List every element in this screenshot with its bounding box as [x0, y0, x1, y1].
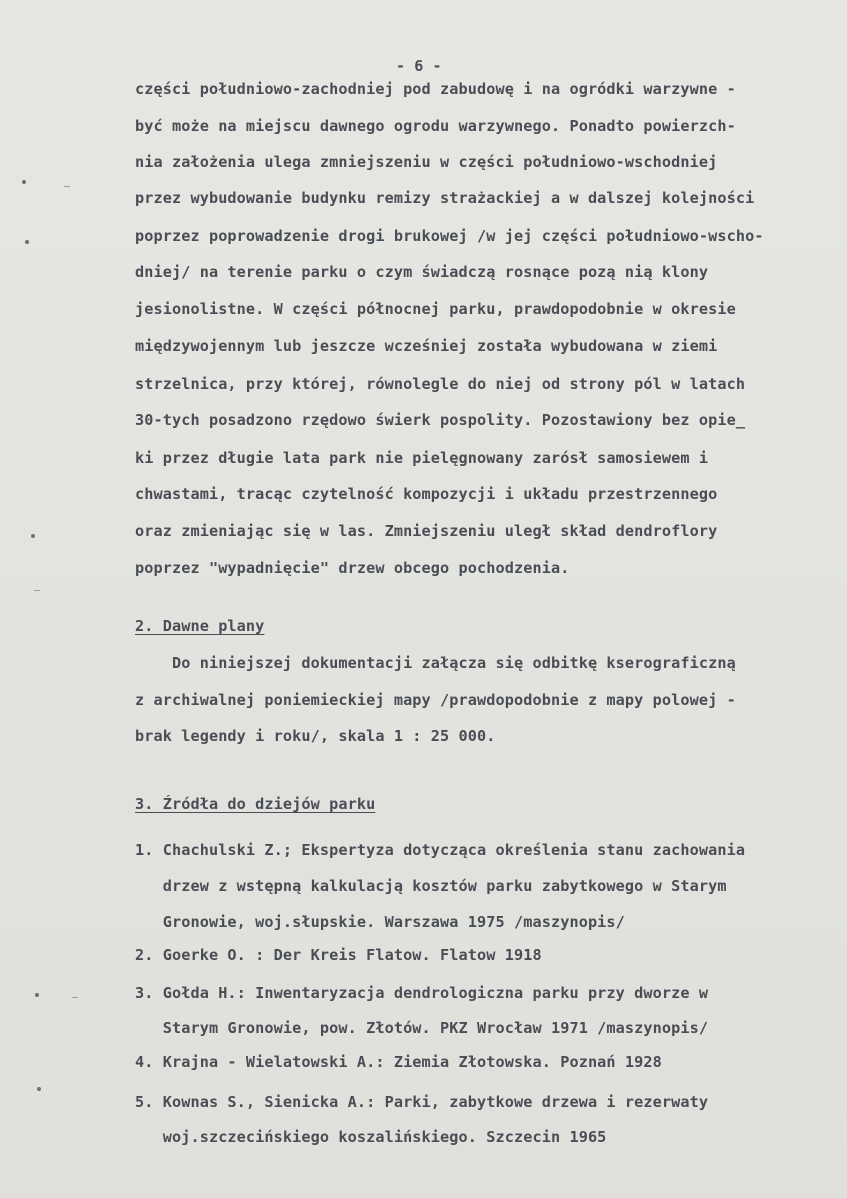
- punch-hole-mark: [22, 180, 26, 184]
- bibliography-entry: 2. Goerke O. : Der Kreis Flatow. Flatow 1918: [135, 946, 542, 964]
- bibliography-entry: woj.szczecińskiego koszalińskiego. Szczecin 1965: [135, 1128, 607, 1146]
- bibliography-entry: 4. Krajna - Wielatowski A.: Ziemia Złotowska. Poznań 1928: [135, 1053, 662, 1071]
- text-line: oraz zmieniając się w las. Zmniejszeniu uległ skład dendroflory: [135, 522, 718, 540]
- text-line: międzywojennym lub jeszcze wcześniej została wybudowana w ziemi: [135, 337, 718, 355]
- bibliography-entry: 3. Gołda H.: Inwentaryzacja dendrologiczna parku przy dworze w: [135, 984, 709, 1002]
- text-line: być może na miejscu dawnego ogrodu warzywnego. Ponadto powierzch-: [135, 117, 736, 135]
- bibliography-entry: drzew z wstępną kalkulacją kosztów parku zabytkowego w Starym: [135, 877, 727, 895]
- margin-tick-mark: [34, 590, 40, 591]
- text-line: strzelnica, przy której, równolegle do niej od strony pól w latach: [135, 375, 746, 393]
- text-line: przez wybudowanie budynku remizy strażackiej a w dalszej kolejności: [135, 189, 755, 207]
- punch-hole-mark: [35, 993, 39, 997]
- text-line: poprzez "wypadnięcie" drzew obcego pochodzenia.: [135, 559, 570, 577]
- section-heading-old-plans: 2. Dawne plany: [135, 617, 265, 635]
- bibliography-entry: 1. Chachulski Z.; Ekspertyza dotycząca określenia stanu zachowania: [135, 841, 746, 859]
- section-heading-sources: 3. Źródła do dziejów parku: [135, 795, 376, 813]
- bibliography-entry: 5. Kownas S., Sienicka A.: Parki, zabytkowe drzewa i rezerwaty: [135, 1093, 709, 1111]
- bibliography-entry: Gronowie, woj.słupskie. Warszawa 1975 /maszynopis/: [135, 913, 625, 931]
- bibliography-entry: Starym Gronowie, pow. Złotów. PKZ Wrocław 1971 /maszynopis/: [135, 1019, 709, 1037]
- text-line: poprzez poprowadzenie drogi brukowej /w jej części południowo-wscho-: [135, 227, 764, 245]
- margin-tick-mark: [64, 186, 70, 187]
- text-line: ki przez długie lata park nie pielęgnowany zarósł samosiewem i: [135, 449, 709, 467]
- margin-tick-mark: [72, 997, 78, 998]
- text-line: dniej/ na terenie parku o czym świadczą rosnące pozą nią klony: [135, 263, 709, 281]
- text-line: części południowo-zachodniej pod zabudowę i na ogródki warzywne -: [135, 80, 736, 98]
- text-line: brak legendy i roku/, skala 1 : 25 000.: [135, 727, 496, 745]
- text-line: nia założenia ulega zmniejszeniu w części południowo-wschodniej: [135, 153, 718, 171]
- text-line: chwastami, tracąc czytelność kompozycji i układu przestrzennego: [135, 485, 718, 503]
- text-line: 30-tych posadzono rzędowo świerk pospolity. Pozostawiony bez opie_: [135, 411, 746, 429]
- punch-hole-mark: [31, 534, 35, 538]
- punch-hole-mark: [25, 240, 29, 244]
- punch-hole-mark: [37, 1087, 41, 1091]
- text-line: jesionolistne. W części północnej parku, prawdopodobnie w okresie: [135, 300, 736, 318]
- text-line: Do niniejszej dokumentacji załącza się odbitkę kserograficzną: [135, 654, 736, 672]
- page-number: - 6 -: [396, 57, 442, 75]
- text-line: z archiwalnej poniemieckiej mapy /prawdopodobnie z mapy polowej -: [135, 691, 736, 709]
